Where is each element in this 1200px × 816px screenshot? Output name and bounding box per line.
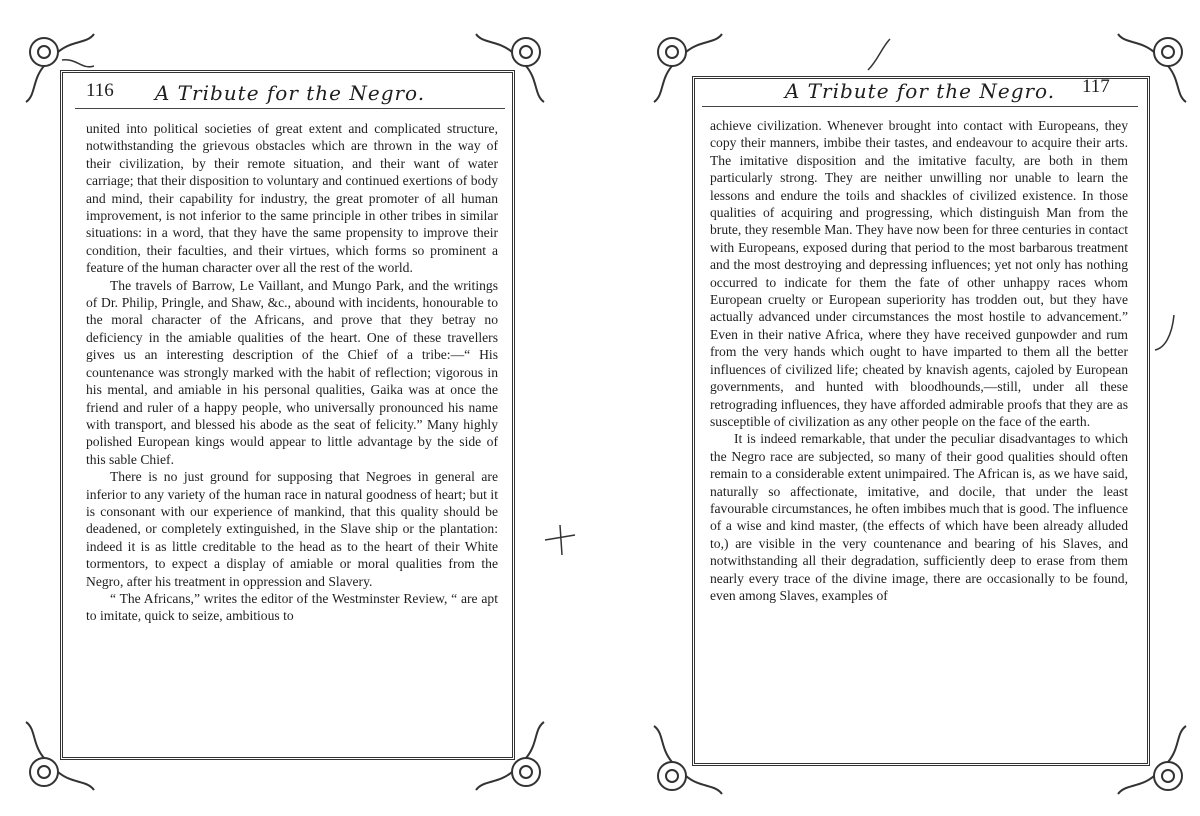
floral-corner-icon [468, 714, 548, 794]
paragraph: There is no just ground for supposing that Negroes in general are inferior to any variety of the human race in natural goodness of heart; but it is consonant with our experience of mankind, that this quality should be deadened, or completely extinguished, in the Slave ship or the plantation: indeed it is as little creditable to the head as to the heart of their White tormentors, to expect a display of amiable or moral qualities from the Negro, after his treatment in oppression and Slavery. [86, 469, 498, 589]
floral-corner-icon [1110, 718, 1190, 798]
paragraph: It is indeed remarkable, that under the peculiar disadvantages to which the Negro race are subjected, so many of their good qualities should often remain to a considerable extent unimpaired. The African is, as we have said, naturally so affectionate, imitative, and docile, that under the least favourable circumstances, he often imbibes much that is good. The influence of a wise and kind master, (the effects of which have been already alluded to,) are visible in the very countenance and bearing of his Slaves, and notwithstanding all their degradation, sufficiently deep to erase from them nearly every trace of the divine image, there are occasionally to be found, even among Slaves, examples of [710, 431, 1129, 603]
running-head: A Tribute for the Negro. [154, 81, 426, 105]
paragraph: “ The Africans,” writes the editor of the Westminster Review, “ are apt to imitate, quick to seize, ambitious to [86, 590, 498, 624]
body-text [710, 117, 1128, 604]
floral-corner-icon [650, 718, 730, 798]
paragraph: united into political societies of great extent and complicated structure, notwithstanding the grievous obstacles which are thrown in the way of their civilization, by their remote situation, and their want of water carriage; that their disposition to voluntary and continued exertions of body and mind, their capability for industry, the great promoter of all human improvement, is not inferior to the same principle in other tribes in similar situations: in a word, that they have the same propensity to improve their condition, their faculties, and their virtues, which forms so prominent a feature of the human character over all the rest of the world. [86, 121, 498, 276]
paragraph: The travels of Barrow, Le Vaillant, and Mungo Park, and the writings of Dr. Philip, Pringle, and Shaw, &c., abound with incidents, honourable to the moral character of the Africans, and prove that they betray no deficiency in the amiable qualities of the heart. One of these travellers gives us an interesting description of the Chief of a tribe:—“ His countenance was strongly marked with the habit of reflection; vigorous in his mental, and amiable in his personal qualities, Gaika was at once the friend and ruler of a happy people, who universally pronounced his name with transport, and blessed his abode as the seat of felicity.” Many highly polished European kings would appear to little advantage by the side of this sable Chief. [86, 277, 498, 467]
page-number: 116 [86, 80, 114, 101]
pencil-mark-icon [1150, 310, 1180, 360]
floral-corner-icon [22, 714, 102, 794]
left-page [0, 0, 590, 816]
header-rule [702, 106, 1138, 107]
running-head: A Tribute for the Negro. [784, 79, 1056, 103]
header-rule [75, 108, 505, 109]
right-page [610, 0, 1200, 816]
body-text [86, 120, 498, 625]
pencil-mark-icon [860, 35, 900, 75]
page-number: 117 [1082, 76, 1110, 97]
paragraph: achieve civilization. Whenever brought into contact with Europeans, they copy their manners, imbibe their tastes, and endeavour to acquire their arts. The imitative disposition and the imitative faculty, are both in them particularly strong. They are neither unwilling nor unable to learn the lessons and endure the toils and shackles of civilized existence. In those qualities of acquiring and progressing, which distinguish Man from the brute, they resemble Man. They have now been for three centuries in contact with Europeans, exposed during that period to the most barbarous treatment and the most destroying and depressing influences; yet not only has nothing occurred to indicate for them the fate of other unhappy races whom European cruelty or European superiority has trodden out, but they have actually advanced under circumstances the most hostile to advancement.” Even in their native Africa, where they have received gunpowder and rum from the very hands which ought to have imparted to them all the better influences of civilized life; cheated by knavish agents, cajoled by European governments, and hunted with bloodhounds,—still, under all these retrograding influences, they have afforded admirable proofs that they are as susceptible of civilization as any other people on the face of the earth. [710, 118, 1128, 429]
pencil-mark-icon [540, 520, 580, 560]
